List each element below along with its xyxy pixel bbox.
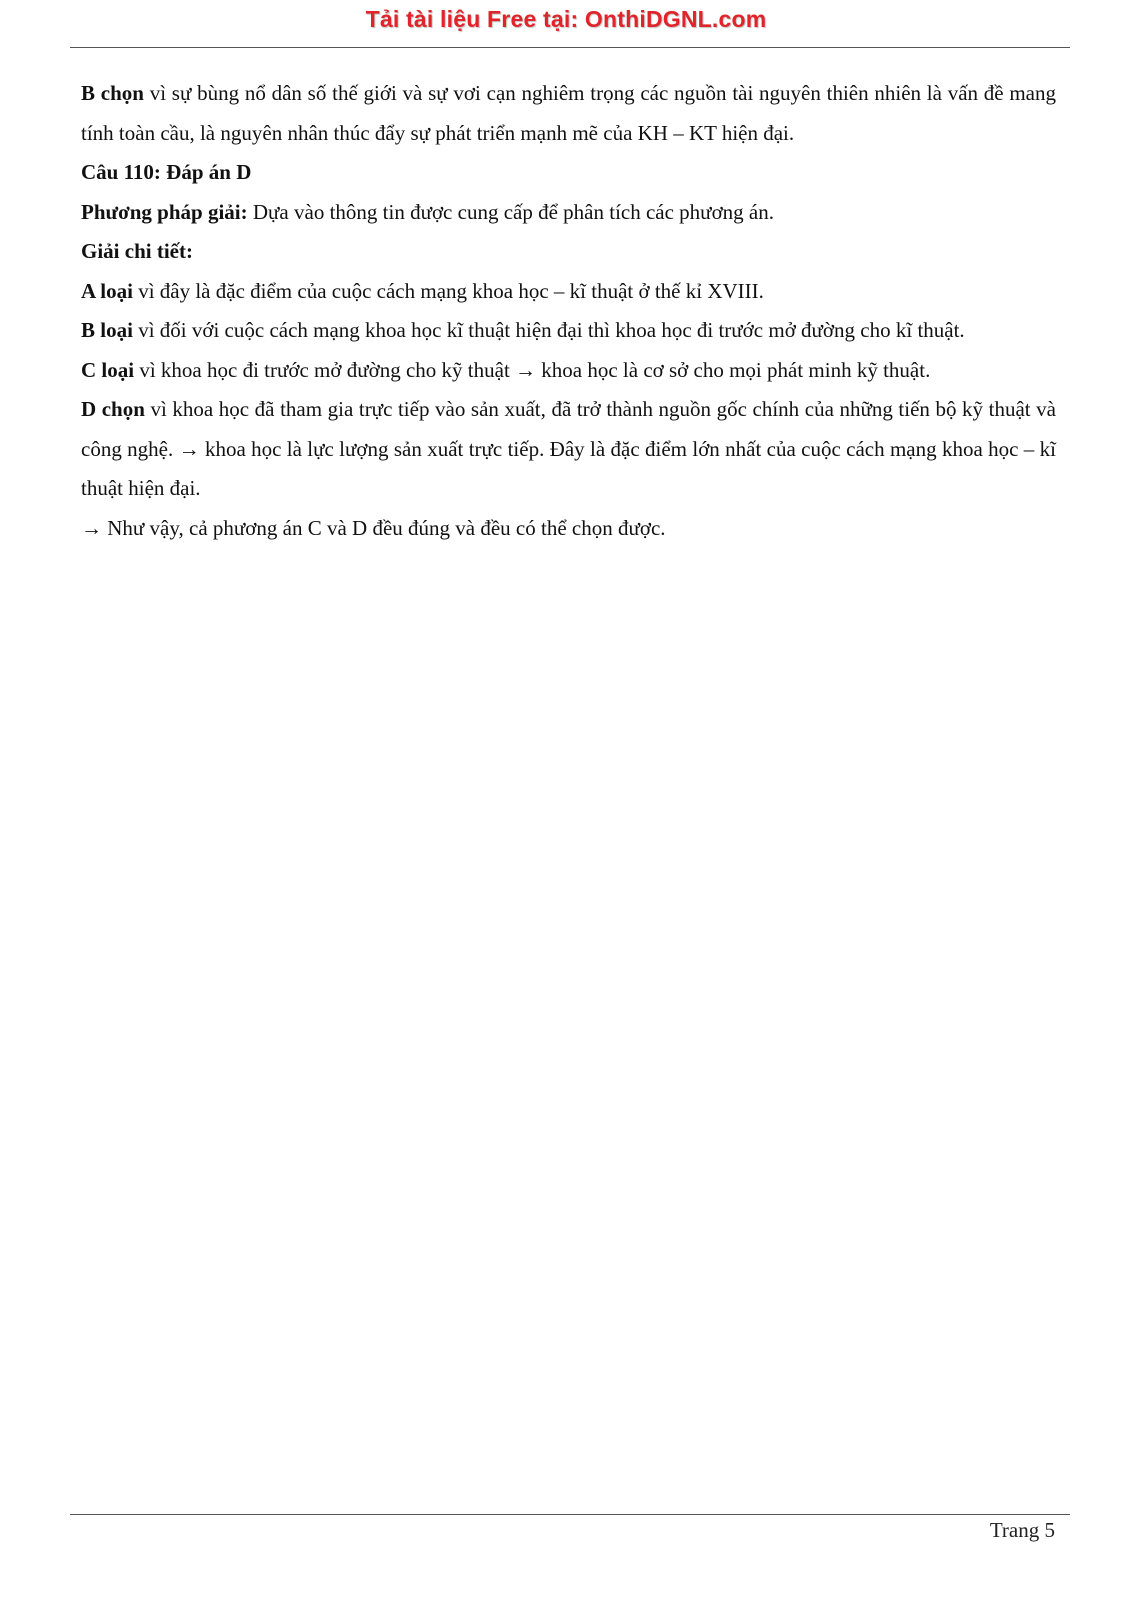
question-title: Câu 110: Đáp án D — [81, 160, 252, 184]
paragraph-b-loai — [81, 311, 1056, 351]
answer-text: vì sự bùng nổ dân số thế giới và sự vơi cạn nghiêm trọng các nguồn tài nguyên thiên nhiên là vấn đề mang tính toàn cầu, là nguyên nhân thúc đẩy sự phát triển mạnh mẽ của KH – KT hiện đại. — [81, 81, 1056, 145]
footer-divider — [70, 1514, 1070, 1515]
header-divider — [70, 47, 1070, 48]
paragraph-c-loai — [81, 351, 1056, 391]
answer-lead: C loại — [81, 357, 135, 382]
page-number: Trang 5 — [989, 1518, 1055, 1542]
conclusion-paragraph — [81, 509, 1056, 549]
answer-text: vì đối với cuộc cách mạng khoa học kĩ thuật hiện đại thì khoa học đi trước mở đường cho kĩ thuật. — [132, 318, 965, 342]
answer-lead: D chọn — [81, 397, 145, 421]
conclusion-text: → Như vậy, cả phương án C và D đều đúng và đều có thể chọn được. — [81, 515, 666, 540]
method-text: Dựa vào thông tin được cung cấp để phân tích các phương án. — [247, 199, 774, 224]
answer-text: vì khoa học đã tham gia trực tiếp vào sản xuất, đã trở thành nguồn gốc chính của những tiến bộ kỹ thuật và công nghệ. → khoa học là lực lượng sản xuất trực tiếp. Đây là đặc điểm lớn nhất của cuộc cách mạng khoa học – kĩ thuật hiện đại. — [81, 397, 1056, 500]
answer-text: vì đây là đặc điểm của cuộc cách mạng khoa học – kĩ thuật ở thế kỉ XVIII. — [132, 278, 764, 303]
detail-heading — [81, 232, 1056, 272]
paragraph-b-chon — [81, 74, 1056, 153]
answer-lead: A loại — [81, 278, 133, 303]
answer-text: vì khoa học đi trước mở đường cho kỹ thuật → khoa học là cơ sở cho mọi phát minh kỹ thuật. — [134, 357, 931, 382]
method-label: Phương pháp giải: — [81, 199, 248, 224]
answer-lead: B loại — [81, 318, 133, 342]
method-paragraph — [81, 193, 1056, 233]
detail-label: Giải chi tiết: — [81, 239, 193, 263]
paragraph-a-loai — [81, 272, 1056, 312]
document-body — [81, 74, 1056, 548]
question-heading — [81, 153, 1056, 193]
paragraph-d-chon — [81, 390, 1056, 509]
answer-lead: B chọn — [81, 81, 144, 105]
site-banner: Tải tài liệu Free tại: OnthiDGNL.com — [365, 6, 767, 32]
